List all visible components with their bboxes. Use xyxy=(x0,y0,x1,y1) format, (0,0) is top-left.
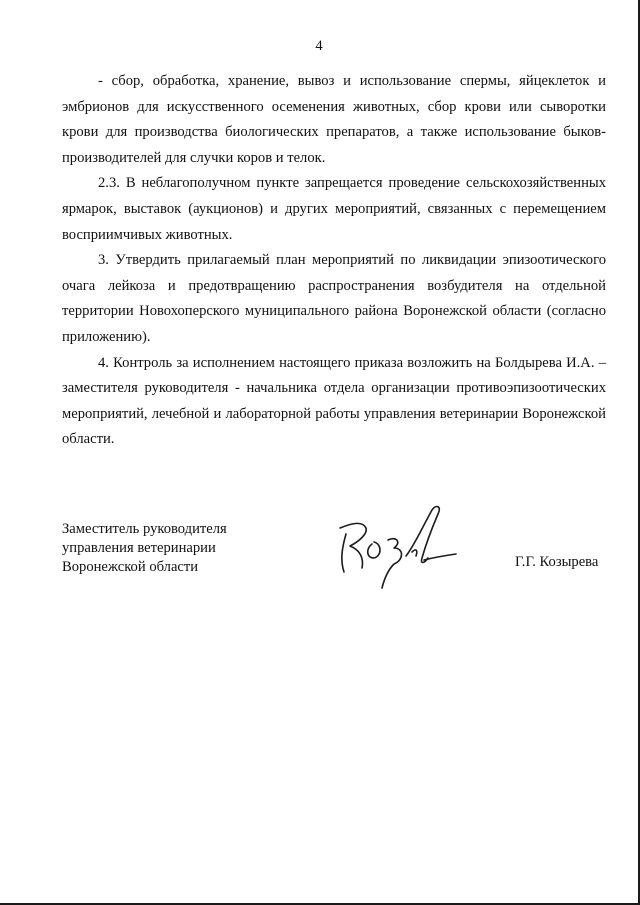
paragraph-list-item-continuation: - сбор, обработка, хранение, вывоз и использование спермы, яйцеклеток и эмбрионов для искусственного осеменения животных, сбор крови или сыворотки крови для производства биологических препаратов, а также использование быков-производителей для случки коров и телок. xyxy=(62,73,606,166)
paragraph-clause-4: 4. Контроль за исполнением настоящего приказа возложить на Болдырева И.А. – заместителя руководителя - начальника отдела организации противоэпизоотических мероприятий, лечебной и лабораторной работы управления ветеринарии Воронежской области. xyxy=(62,354,606,448)
signatory-name: Г.Г. Козырева xyxy=(515,554,599,570)
handwritten-signature xyxy=(332,498,472,598)
signatory-position xyxy=(62,520,227,577)
paragraph-clause-3: 3. Утвердить прилагаемый план мероприятий по ликвидации эпизоотического очага лейкоза и предотвращению распространения возбудителя на отдельной территории Новохоперского муниципального района Воронежской области (согласно приложению). xyxy=(62,252,606,345)
document-body xyxy=(62,69,606,453)
signatory-position-line: управления ветеринарии xyxy=(62,540,216,556)
page-number: 4 xyxy=(315,38,323,54)
signatory-position-line: Воронежской области xyxy=(62,559,199,575)
signatory-position-line: Заместитель руководителя xyxy=(62,521,227,537)
paragraph-clause-2-3: 2.3. В неблагополучном пункте запрещается проведение сельскохозяйственных ярмарок, выставок (аукционов) и других мероприятий, связанных с перемещением восприимчивых животных. xyxy=(62,175,606,243)
